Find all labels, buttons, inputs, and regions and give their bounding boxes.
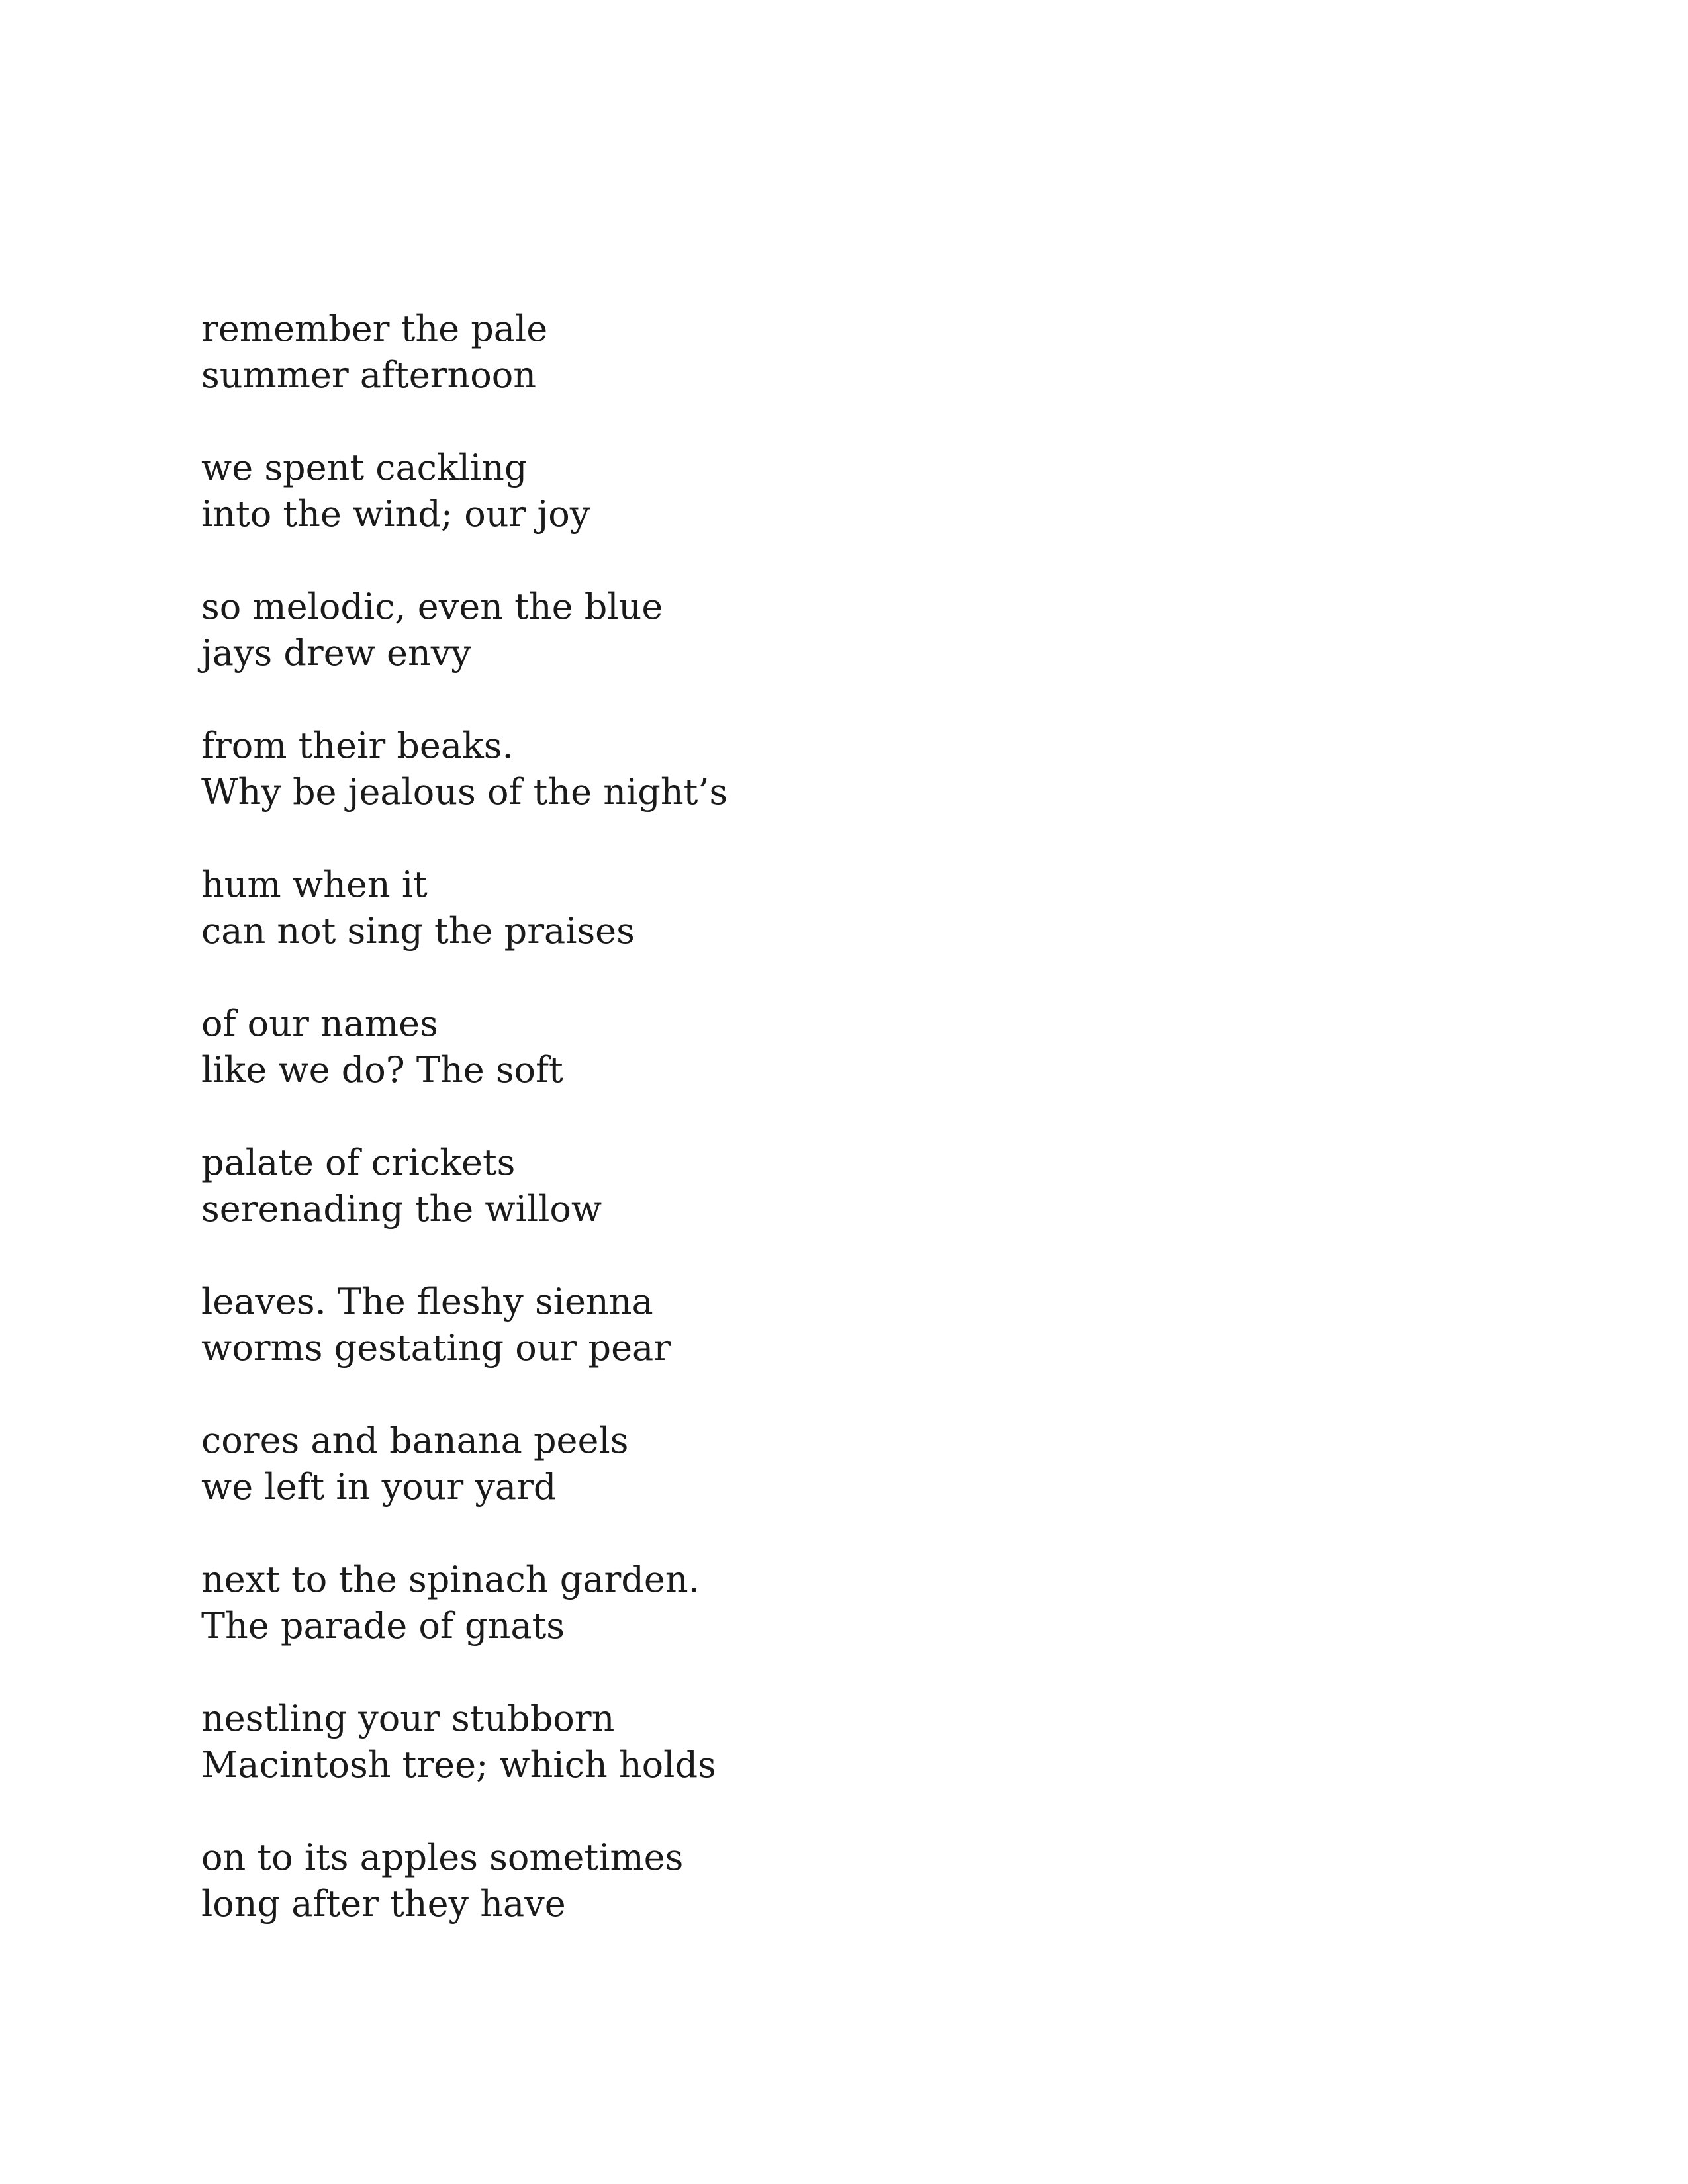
poem-line: hum when it (201, 864, 428, 905)
poem-line: jays drew envy (201, 632, 471, 674)
stanza (201, 1557, 1327, 1696)
stanza (201, 1140, 1327, 1279)
poem-line: we left in your yard (201, 1466, 557, 1508)
poem-line: The parade of gnats (201, 1605, 565, 1647)
poem-line: Macintosh tree; which holds (201, 1744, 716, 1786)
poem-line: we spent cackling (201, 447, 528, 488)
poem-line: worms gestating our pear (201, 1327, 671, 1369)
poem-line: from their beaks. (201, 725, 514, 766)
stanza (201, 862, 1327, 1001)
poem-body (201, 306, 1327, 1974)
poem-line: next to the spinach garden. (201, 1559, 700, 1600)
poem-line: long after they have (201, 1883, 566, 1925)
stanza (201, 1835, 1327, 1974)
poem-line: of our names (201, 1003, 438, 1044)
stanza (201, 1418, 1327, 1557)
poem-line: nestling your stubborn (201, 1698, 615, 1739)
stanza (201, 1696, 1327, 1835)
poem-line: so melodic, even the blue (201, 586, 663, 627)
poem-line: serenading the willow (201, 1188, 602, 1230)
poem-line: summer afternoon (201, 354, 537, 396)
stanza (201, 1279, 1327, 1418)
poem-line: leaves. The fleshy sienna (201, 1281, 653, 1322)
poem-line: cores and banana peels (201, 1420, 629, 1461)
stanza (201, 1001, 1327, 1140)
stanza (201, 584, 1327, 723)
poem-line: palate of crickets (201, 1142, 516, 1183)
stanza (201, 723, 1327, 862)
stanza (201, 306, 1327, 445)
poem-line: Why be jealous of the night’s (201, 771, 728, 813)
poem-line: can not sing the praises (201, 910, 635, 952)
stanza (201, 445, 1327, 584)
poem-line: into the wind; our joy (201, 493, 590, 535)
poem-line: on to its apples sometimes (201, 1837, 684, 1878)
poem-line: remember the pale (201, 308, 548, 349)
poem-line: like we do? The soft (201, 1049, 563, 1091)
